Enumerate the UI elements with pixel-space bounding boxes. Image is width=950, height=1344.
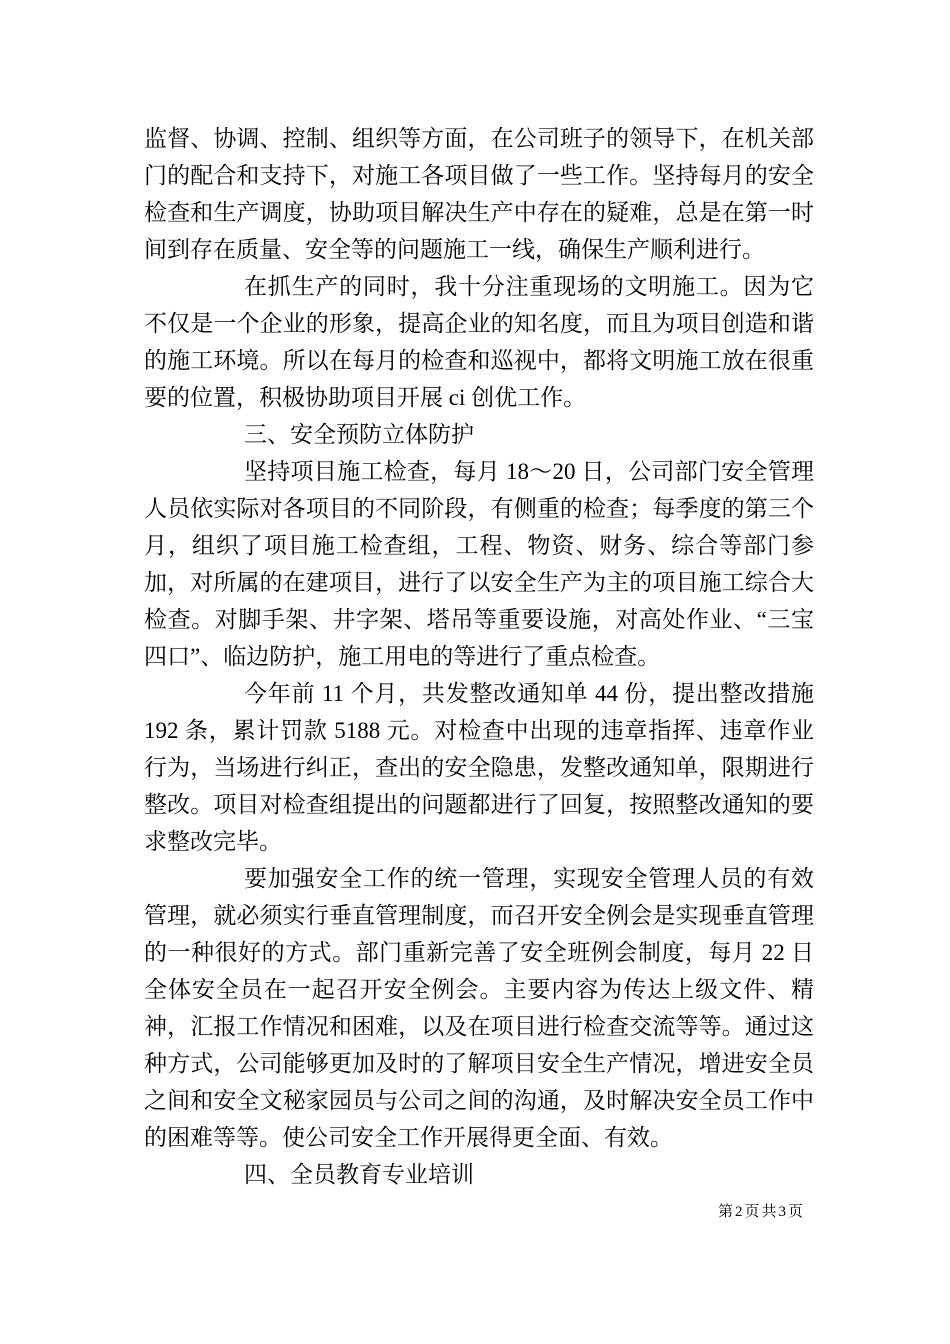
paragraph-continuation: 监督、协调、控制、组织等方面，在公司班子的领导下，在机关部门的配合和支持下，对施工各项目做了一些工作。坚持每月的安全检查和生产调度，协助项目解决生产中存在的疑难，总是在第一时间到存在质量、安全等的问题施工一线，确保生产顺利进行。 [144,126,814,262]
section-heading-three: 三、安全预防立体防护 [244,422,474,447]
paragraph: 坚持项目施工检查，每月 18～20 日，公司部门安全管理人员依实际对各项目的不同阶段，有侧重的检查；每季度的第三个月，组织了项目施工检查组，工程、物资、财务、综合等部门参加，对所属的在建项目，进行了以安全生产为主的项目施工综合大检查。对脚手架、井字架、塔吊等重要设施，对高处作业、“三宝四口”、临边防护，施工用电的等进行了重点检查。 [144,459,814,669]
document-body [144,120,814,1193]
paragraph: 在抓生产的同时，我十分注重现场的文明施工。因为它不仅是一个企业的形象，提高企业的知名度，而且为项目创造和谐的施工环境。所以在每月的检查和巡视中，都将文明施工放在很重要的位置，积极协助项目开展 ci 创优工作。 [144,274,814,410]
paragraph: 今年前 11 个月，共发整改通知单 44 份，提出整改措施 192 条，累计罚款 5188 元。对检查中出现的违章指挥、违章作业行为，当场进行纠正，查出的安全隐患，发整改通知单，限期进行整改。项目对检查组提出的问题都进行了回复，按照整改通知的要求整改完毕。 [144,681,814,854]
paragraph: 要加强安全工作的统一管理，实现安全管理人员的有效管理，就必须实行垂直管理制度，而召开安全例会是实现垂直管理的一种很好的方式。部门重新完善了安全班例会制度，每月 22 日全体安全员在一起召开安全例会。主要内容为传达上级文件、精神，汇报工作情况和困难，以及在项目进行检查交流等等。通过这种方式，公司能够更加及时的了解项目安全生产情况，增进安全员之间和安全文秘家园员与公司之间的沟通，及时解决安全员工作中的困难等等。使公司安全工作开展得更全面、有效。 [144,866,814,1150]
page-number-footer: 第2页共3页 [717,1204,805,1220]
section-heading-four: 四、全员教育专业培训 [244,1162,474,1187]
